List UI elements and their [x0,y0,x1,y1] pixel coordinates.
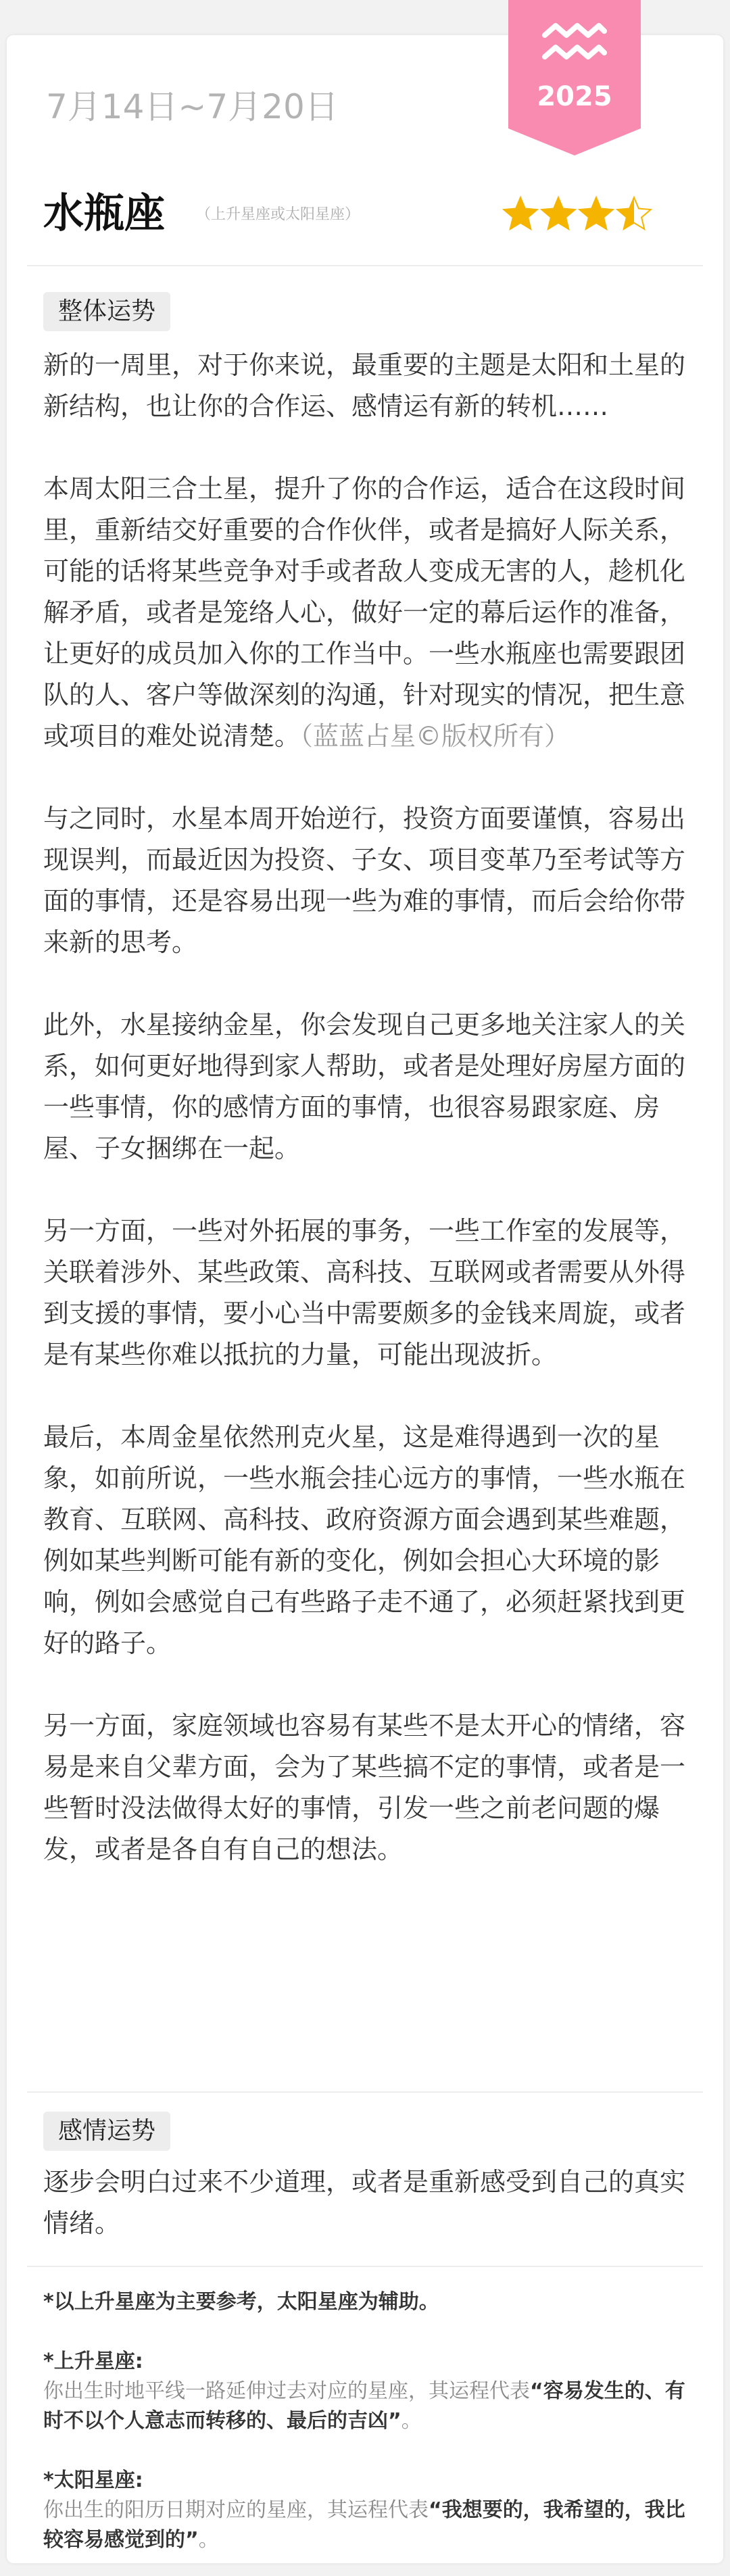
star-rating [500,193,676,234]
year-label: 2025 [537,81,612,112]
date-range: 7月14日~7月20日 [46,87,339,126]
sign-name: 水瓶座 [43,190,165,237]
sun-note [43,2466,692,2555]
copyright-note: （蓝蓝占星©版权所有） [300,721,570,751]
overall-paragraph-5: 另一方面，一些对外拓展的事务，一些工作室的发展等，关联着涉外、某些政策、高科技、互联网或者需要从外得到支援的事情，要小心当中需要颇多的金钱来周旋，或者是有某些你难以抵抗的力量，可能出现波折。 [43,1216,686,1369]
section-divider [27,2091,703,2093]
header-divider [27,265,703,266]
sun-description: 你出生的阳历日期对应的星座，其运程代表“我想要的，我希望的，我比较容易感觉到的”。 [43,2498,685,2552]
overall-paragraph-6: 最后，本周金星依然刑克火星，这是难得遇到一次的星象，如前所说，一些水瓶会挂心远方的事情，一些水瓶在教育、互联网、高科技、政府资源方面会遇到某些难题，例如某些判断可能有新的变化，例如会担心大环境的影响，例如会感觉自己有些路子走不通了，必须赶紧找到更好的路子。 [43,1422,686,1658]
sign-header [43,181,692,235]
zodiac-badge [488,0,661,155]
star-fill-1 [504,197,537,229]
love-section-label: 感情运势 [43,2112,170,2151]
sun-title: *太阳星座: [43,2469,143,2492]
aquarius-icon [488,0,661,155]
overall-text [43,345,687,1870]
footnote-lead: *以上升星座为主要参考，太阳星座为辅助。 [43,2290,439,2314]
overall-section-label: 整体运势 [43,292,170,331]
overall-paragraph-3: 与之同时，水星本周开始逆行，投资方面要谨慎，容易出现误判，而最近因为投资、子女、项目变革乃至考试等方面的事情，还是容易出现一些为难的事情，而后会给你带来新的思考。 [43,804,686,957]
star-fill-3 [579,197,612,229]
notes-divider [27,2266,703,2267]
rising-description: 你出生时地平线一路延伸过去对应的星座，其运程代表“容易发生的、有时不以个人意志而转移的、最后的吉凶”。 [43,2379,685,2433]
sign-note: （上升星座或太阳星座） [196,206,360,223]
rising-note [43,2347,692,2436]
footnotes [43,2287,692,2555]
overall-paragraph-4: 此外，水星接纳金星，你会发现自己更多地关注家人的关系，如何更好地得到家人帮助，或者是处理好房屋方面的一些事情，你的感情方面的事情，也很容易跟家庭、房屋、子女捆绑在一起。 [43,1010,686,1163]
rising-title: *上升星座: [43,2350,143,2373]
overall-paragraph-1: 新的一周里，对于你来说，最重要的主题是太阳和土星的新结构，也让你的合作运、感情运有新的转机…… [43,350,686,421]
star-fill-2 [541,197,575,229]
overall-paragraph-7: 另一方面，家庭领域也容易有某些不是太开心的情绪，容易是来自父辈方面，会为了某些搞不定的事情，或者是一些暂时没法做得太好的事情，引发一些之前老问题的爆发，或者是各自有自己的想法。 [43,1711,686,1864]
love-text: 逐步会明白过来不少道理，或者是重新感受到自己的真实情绪。 [43,2167,686,2238]
overall-paragraph-2: 本周太阳三合土星，提升了你的合作运，适合在这段时间里，重新结交好重要的合作伙伴，或者是搞好人际关系，可能的话将某些竞争对手或者敌人变成无害的人，趁机化解矛盾，或者是笼络人心，做好一定的幕后运作的准备，让更好的成员加入你的工作当中。一些水瓶座也需要跟团队的人、客户等做深刻的沟通，针对现实的情况，把生意或项目的难处说清楚。（蓝蓝占星©版权所有） [43,474,686,751]
